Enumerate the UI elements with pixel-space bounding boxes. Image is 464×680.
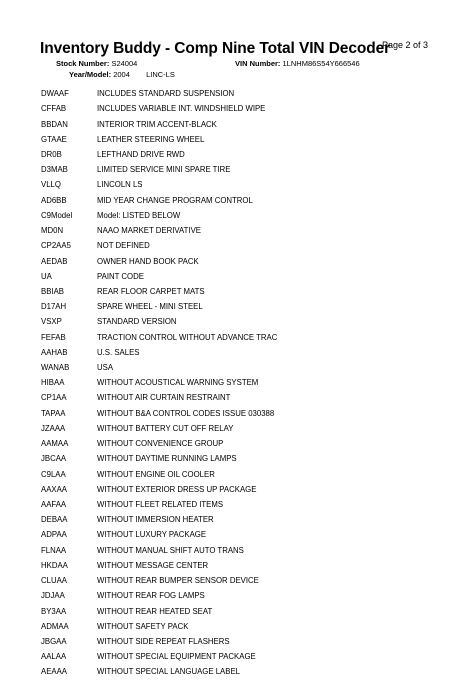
option-description: WITHOUT EXTERIOR DRESS UP PACKAGE (97, 484, 257, 494)
option-description: TRACTION CONTROL WITHOUT ADVANCE TRAC (97, 332, 278, 342)
option-description: WITHOUT B&A CONTROL CODES ISSUE 030388 (97, 408, 275, 418)
list-item (41, 284, 441, 299)
list-item (41, 147, 441, 162)
option-description: WITHOUT MESSAGE CENTER (97, 560, 209, 570)
option-description: WITHOUT MANUAL SHIFT AUTO TRANS (97, 545, 244, 555)
option-description: WITHOUT FLEET RELATED ITEMS (97, 500, 224, 510)
list-item (41, 193, 441, 208)
list-item (41, 208, 441, 223)
option-description: MID YEAR CHANGE PROGRAM CONTROL (97, 195, 253, 205)
option-code: AEAAA (41, 667, 68, 677)
year-model-label: Year/Model: (69, 70, 112, 79)
option-code: JDJAA (41, 591, 65, 601)
list-item (41, 223, 441, 238)
option-code: C9Model (41, 210, 73, 220)
option-description: WITHOUT REAR HEATED SEAT (97, 606, 213, 616)
option-code: JZAAA (41, 423, 66, 433)
option-description: NAAO MARKET DERIVATIVE (97, 226, 201, 236)
list-item (41, 177, 441, 192)
list-item (41, 253, 441, 268)
list-item (41, 649, 441, 664)
option-code: CP1AA (41, 393, 67, 403)
list-item (41, 269, 441, 284)
vin-number-value: 1LNHM86S54Y666546 (282, 59, 360, 68)
option-description: NOT DEFINED (97, 241, 150, 251)
option-code: ADMAA (41, 621, 69, 631)
stock-number-value: S24004 (111, 59, 138, 68)
option-code: BY3AA (41, 606, 67, 616)
option-code: JBCAA (41, 454, 67, 464)
stock-number-line (56, 59, 137, 68)
option-code: DWAAF (41, 89, 69, 99)
list-item (41, 588, 441, 603)
option-code: DR0B (41, 149, 62, 159)
option-description: WITHOUT REAR FOG LAMPS (97, 591, 205, 601)
list-item (41, 162, 441, 177)
option-code: AEDAB (41, 256, 68, 266)
option-code: FEFAB (41, 332, 66, 342)
option-description: WITHOUT SAFETY PACK (97, 621, 189, 631)
option-description: INCLUDES STANDARD SUSPENSION (97, 89, 235, 99)
list-item (41, 299, 441, 314)
option-code: D3MAB (41, 165, 68, 175)
option-code: FLNAA (41, 545, 67, 555)
list-item (41, 619, 441, 634)
list-item (41, 543, 441, 558)
list-item (41, 634, 441, 649)
option-description: LEATHER STEERING WHEEL (97, 134, 205, 144)
list-item (41, 330, 441, 345)
option-code-list (41, 86, 441, 680)
option-code: AAMAA (41, 439, 69, 449)
vin-number-label: VIN Number: (235, 59, 281, 68)
page-number: Page 2 of 3 (382, 40, 429, 50)
option-description: INCLUDES VARIABLE INT. WINDSHIELD WIPE (97, 104, 266, 114)
list-item (41, 101, 441, 116)
list-item (41, 421, 441, 436)
option-description: SPARE WHEEL - MINI STEEL (97, 302, 203, 312)
option-description: REAR FLOOR CARPET MATS (97, 286, 205, 296)
option-description: LEFTHAND DRIVE RWD (97, 149, 185, 159)
option-code: TAPAA (41, 408, 66, 418)
option-code: D17AH (41, 302, 67, 312)
list-item (41, 497, 441, 512)
option-code: CP2AA5 (41, 241, 71, 251)
option-description: WITHOUT SIDE REPEAT FLASHERS (97, 636, 230, 646)
option-description: OWNER HAND BOOK PACK (97, 256, 199, 266)
list-item (41, 512, 441, 527)
option-code: AAXAA (41, 484, 68, 494)
option-code: ADPAA (41, 530, 67, 540)
option-description: WITHOUT REAR BUMPER SENSOR DEVICE (97, 576, 259, 586)
list-item (41, 390, 441, 405)
option-code: BBDAN (41, 119, 68, 129)
option-code: DEBAA (41, 515, 68, 525)
option-description: WITHOUT ACOUSTICAL WARNING SYSTEM (97, 378, 259, 388)
option-code: HKDAA (41, 560, 68, 570)
list-item (41, 573, 441, 588)
document-title: Inventory Buddy - Comp Nine Total VIN Decoder (40, 40, 391, 57)
list-item (41, 238, 441, 253)
list-item (41, 314, 441, 329)
option-description: USA (97, 363, 114, 373)
option-description: Model: LISTED BELOW (97, 210, 181, 220)
option-code: MD0N (41, 226, 64, 236)
option-code: HIBAA (41, 378, 65, 388)
list-item (41, 86, 441, 101)
list-item (41, 116, 441, 131)
option-description: PAINT CODE (97, 271, 144, 281)
list-item (41, 558, 441, 573)
option-description: WITHOUT BATTERY CUT OFF RELAY (97, 423, 234, 433)
list-item (41, 436, 441, 451)
option-code: VSXP (41, 317, 62, 327)
option-description: WITHOUT DAYTIME RUNNING LAMPS (97, 454, 237, 464)
option-description: WITHOUT CONVENIENCE GROUP (97, 439, 224, 449)
option-description: INTERIOR TRIM ACCENT-BLACK (97, 119, 217, 129)
option-code: VLLQ (41, 180, 61, 190)
option-code: CFFAB (41, 104, 67, 114)
vin-number-line (235, 59, 360, 68)
option-description: U.S. SALES (97, 347, 140, 357)
model-value: LINC-LS (146, 70, 175, 79)
list-item (41, 406, 441, 421)
option-code: GTAAE (41, 134, 67, 144)
option-code: AAHAB (41, 347, 68, 357)
year-value: 2004 (113, 70, 130, 79)
option-description: LIMITED SERVICE MINI SPARE TIRE (97, 165, 231, 175)
option-code: AAFAA (41, 500, 67, 510)
option-code: BBIAB (41, 286, 64, 296)
option-description: WITHOUT SPECIAL EQUIPMENT PACKAGE (97, 652, 256, 662)
stock-number-label: Stock Number: (56, 59, 110, 68)
list-item (41, 451, 441, 466)
list-item (41, 664, 441, 679)
list-item (41, 360, 441, 375)
option-description: STANDARD VERSION (97, 317, 177, 327)
option-description: WITHOUT IMMERSION HEATER (97, 515, 214, 525)
option-code: AALAA (41, 652, 67, 662)
option-code: UA (41, 271, 52, 281)
option-code: AD6BB (41, 195, 67, 205)
option-description: WITHOUT LUXURY PACKAGE (97, 530, 207, 540)
list-item (41, 132, 441, 147)
option-description: WITHOUT ENGINE OIL COOLER (97, 469, 215, 479)
list-item (41, 527, 441, 542)
option-code: JBGAA (41, 636, 67, 646)
option-code: C9LAA (41, 469, 66, 479)
option-code: WANAB (41, 363, 70, 373)
list-item (41, 375, 441, 390)
option-description: WITHOUT SPECIAL LANGUAGE LABEL (97, 667, 240, 677)
list-item (41, 603, 441, 618)
year-model-line (69, 70, 175, 79)
list-item (41, 482, 441, 497)
option-description: LINCOLN LS (97, 180, 143, 190)
option-description: WITHOUT AIR CURTAIN RESTRAINT (97, 393, 231, 403)
list-item (41, 345, 441, 360)
option-code: CLUAA (41, 576, 67, 586)
list-item (41, 466, 441, 481)
